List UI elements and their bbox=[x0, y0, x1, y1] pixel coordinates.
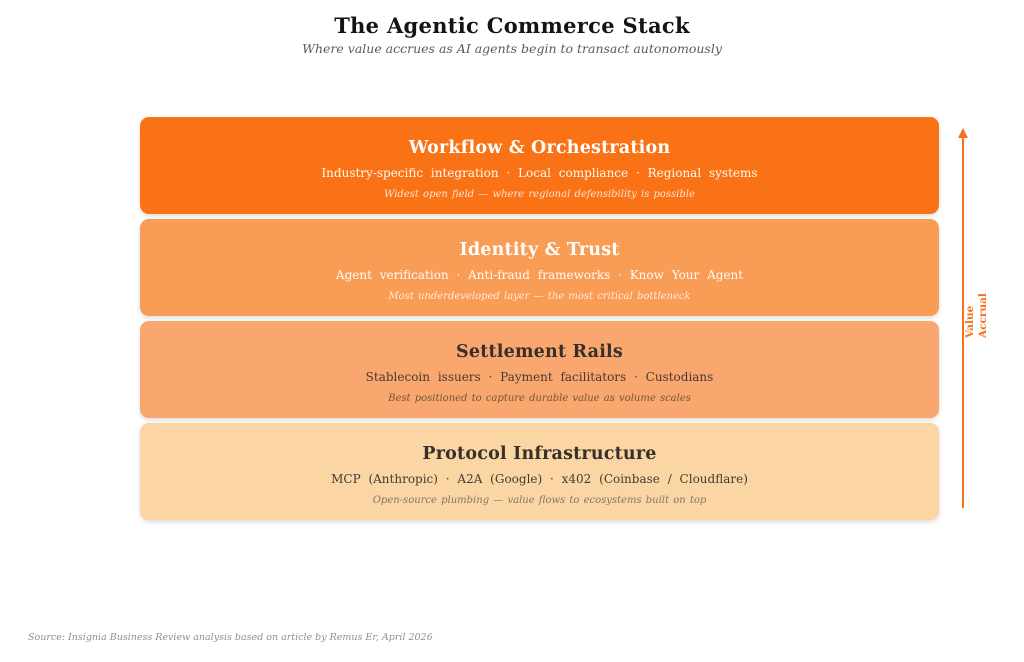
page-title: The Agentic Commerce Stack bbox=[334, 13, 690, 38]
value-accrual-label bbox=[964, 282, 992, 338]
value-accrual-label-line1: Value bbox=[964, 305, 976, 338]
stack-diagram bbox=[140, 117, 939, 520]
arrow-head-icon bbox=[958, 128, 968, 138]
layer-title: Workflow & Orchestration bbox=[408, 138, 671, 158]
layer-note: Widest open field — where regional defensibility is possible bbox=[384, 189, 695, 200]
layer-title: Identity & Trust bbox=[459, 240, 620, 260]
layer-items: MCP (Anthropic) · A2A (Google) · x402 (Coinbase / Cloudflare) bbox=[331, 472, 748, 486]
header bbox=[0, 13, 1024, 56]
layer-workflow-orchestration bbox=[140, 117, 939, 214]
page-subtitle: Where value accrues as AI agents begin to transact autonomously bbox=[302, 41, 722, 56]
layer-items: Agent verification · Anti-fraud frameworks · Know Your Agent bbox=[335, 268, 744, 282]
layer-identity-trust bbox=[140, 219, 939, 316]
layer-note: Most underdeveloped layer — the most critical bottleneck bbox=[388, 291, 691, 302]
layer-title: Protocol Infrastructure bbox=[422, 444, 657, 464]
layer-items: Industry-specific integration · Local compliance · Regional systems bbox=[321, 166, 758, 180]
layer-note: Open-source plumbing — value flows to ecosystems built on top bbox=[372, 495, 707, 506]
layer-title: Settlement Rails bbox=[456, 342, 623, 362]
source-note: Source: Insignia Business Review analysis based on article by Remus Er, April 2026 bbox=[28, 632, 433, 643]
layer-items: Stablecoin issuers · Payment facilitators · Custodians bbox=[365, 370, 714, 384]
layer-settlement-rails bbox=[140, 321, 939, 418]
layer-note: Best positioned to capture durable value as volume scales bbox=[388, 393, 691, 404]
layer-protocol-infrastructure bbox=[140, 423, 939, 520]
value-accrual-label-line2: Accrual bbox=[977, 293, 989, 338]
